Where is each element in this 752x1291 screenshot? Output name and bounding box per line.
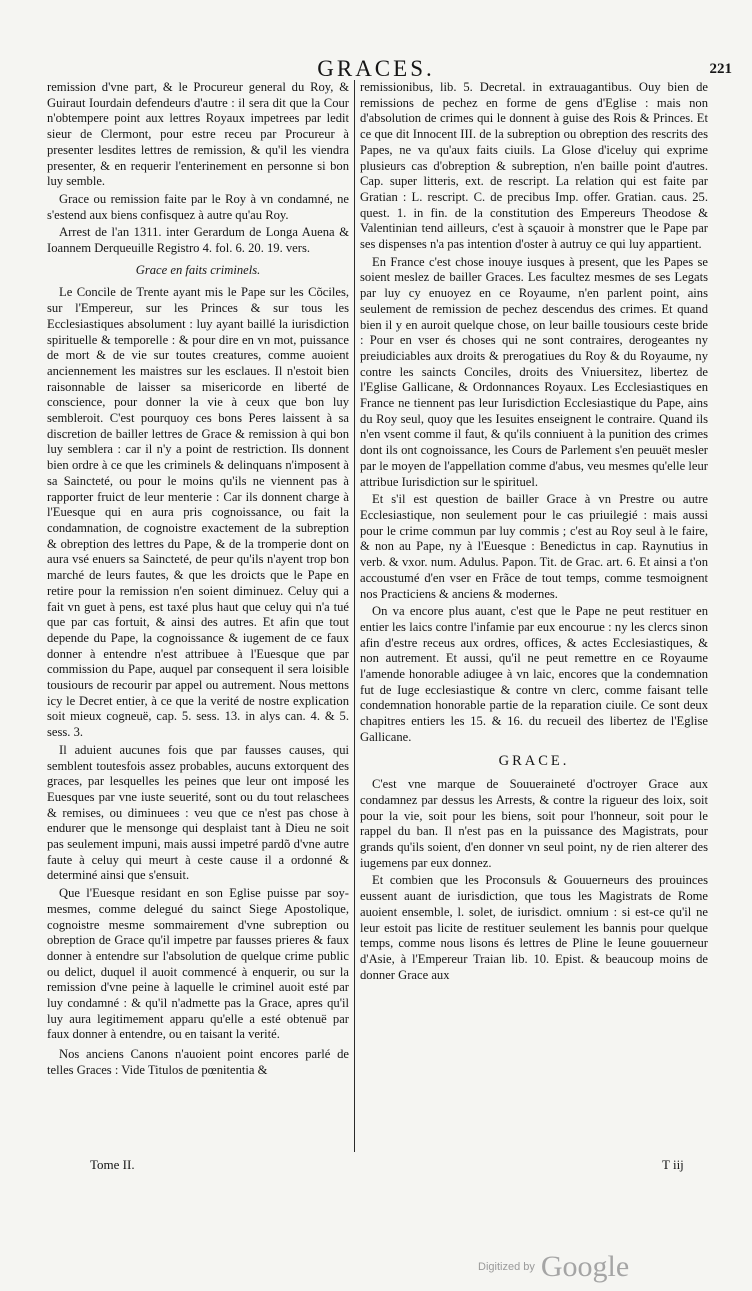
signature-mark: T iij bbox=[662, 1157, 684, 1172]
left-column bbox=[47, 80, 349, 1081]
paragraph: C'est vne marque de Souueraineté d'octroyer Grace aux condamnez par dessus les Arrests, & contre la rigueur des loix, soit pour la vie, soit pour les biens, soit pour l'honneur, soit pour le rappel du ban. Il n'est pas en la puissance des Magistrats, pour grands qu'ils soient, d'en donner vn seul point, ny de rien alterer des iugemens par eux donnez. bbox=[360, 777, 708, 870]
volume-label: Tome II. bbox=[90, 1157, 135, 1172]
paragraph: Il aduient aucunes fois que par fausses causes, qui semblent toutesfois assez probables, aucuns extorquent des graces, par lesquelles les peines que leur ont imposé les Euesques par vne iuste seuerité, sont ou du tout relaschees & remises, ou diminuees : veu que ce n'est pas chose à endurer que le mensonge qui desplaist tant à Dieu ne soit pas seulement impuni, mais aussi impetré pardõ d'vne autre faute à celuy qui meurt à ceste cause il a ordonné & determiné ainsi que s'ensuit. bbox=[47, 742, 349, 883]
paragraph: Et combien que les Proconsuls & Gouuerneurs des prouinces eussent auant de iurisdiction, que tous les Magistrats de Rome auoient ensemble, l. solet, de iurisdict. omnium : si est-ce qu'il ne leur estoit pas licite de restituer seulement les bannis pour quelque temps, comme nous lisons és lettres de Pline le Ieune gouuerneur d'Asie, à l'Empereur Traian lib. 10. Epist. & beaucoup moins de donner Grace aux bbox=[360, 873, 708, 982]
paragraph: On va encore plus auant, c'est que le Pape ne peut restituer en entier les laics contre l'infamie par eux encourue : ny les clercs sinon afin d'estre receus aux ordres, offices, & actes Ecclesiastiques, & non autrement. Et aussi, qu'il ne peut remettre en ce Royaume l'amende honorable adiugee à vn laic, encores que la condemnation fut de Iuge ecclesiastique & contre vn clerc, comme faisant telle condemnation honorable partie de la reparation ciuile. Ce sont deux chapitres entiers les 15. & 16. du recueil des libertez de l'Eglise Gallicane. bbox=[360, 604, 708, 744]
digitized-watermark bbox=[478, 1251, 629, 1283]
column-divider bbox=[354, 80, 355, 1152]
right-column bbox=[360, 80, 708, 985]
paragraph: Et s'il est question de bailler Grace à vn Prestre ou autre Ecclesiastique, non seulement pour le cas priuilegié : mais aussi pour le crime commun par luy commis ; c'est au Roy seul à le faire, & non au Pape, ny à l'Euesque : Benedictus in cap. Raynutius in verb. & vxor. num. Adulus. Papon. Tit. de Grac. art. 6. Et ainsi a t'on accoustumé d'en vser en Frãce de tout temps, comme tesmoignent nos Practiciens & anciens & modernes. bbox=[360, 492, 708, 601]
running-title: GRACES. bbox=[317, 56, 435, 81]
paragraph: Que l'Euesque residant en son Eglise puisse par soy-mesmes, comme delegué du sainct Siege Apostolique, cognoistre mesme sommairement d'vne subreption ou obreption de Grace qu'il impetre par fausses prieres & faux donner à entendre sur l'absolution de quelque crime public ou delict, duquel il auoit commencé à enquerir, ou sur la remission d'vne peine à laquelle le criminel auoit esté par luy condamné : & qu'il n'admette pas la Grace, apres qu'il luy aura legitimement apparu qu'elle a esté obtenuë par faux donner à entendre, ou en taisant la verité. bbox=[47, 886, 349, 1042]
paragraph: Arrest de l'an 1311. inter Gerardum de Longa Auena & Ioannem Derqueuille Registro 4. fol. 6. 20. 19. vers. bbox=[47, 225, 349, 256]
paragraph: remission d'vne part, & le Procureur general du Roy, & Guiraut Iourdain defendeurs d'autre : il sera dit que la Cour n'obtempere point aux lettres Royaux impetrees par ledit sieur de Clermont, pour estre receu par Procureur à presenter lesdites lettres de remission, & qu'il les viendra presenter, & en requerir l'enterinement en personne si bon luy semble. bbox=[47, 80, 349, 189]
paragraph: Le Concile de Trente ayant mis le Pape sur les Cõciles, sur l'Empereur, sur les Princes & sur tous les Ecclesiastiques absolument : luy ayant baillé la iurisdiction spirituelle & temporelle : & pour dire en vn mot, puissance de mort & de vie sur toutes creatures, comme auoient anciennement les maistres sur les esclaues. Il n'estoit bien raisonnable de laisser sa misericorde en liberté de conscience, pour donner la vie à ceux que bon luy sembleroit. C'est pourquoy ces bons Peres laissent à sa discretion de bailler lettres de Grace & remission à qui bon luy semblera : car il n'y a point de restriction. Ils donnent bien ordre à ce que les criminels & delinquans n'imposent à sa Saincteté, ou pour le moins qu'ils ne viennent pas à rapporter fruict de leur menterie : Car ils donnent charge à l'Euesque qui en aura pris cognoissance, ou fait la condamnation, de cognoistre exactement de la subreption & obreption des lettres du Pape, & de la tromperie dont on aura vsé enuers sa Saincteté, de peur qu'ils n'ayent trop bon marché de leurs fautes, & que les droicts que le Pape en retire pour la remission n'en soient diminuez. Celuy qui a fait vn guet à pens, est taxé plus haut que celuy qui n'a tué que par cas fortuit, & ainsi des autres. Et afin que tout depende du Pape, la cognoissance & iugement de ce faux donner à entendre n'est attribuee à l'Euesque que par commission du Pape, auquel par consequent il sera loisible tousiours de recourir par appel ou autrement. Nous mettons icy le Decret entier, à ce que la verité de nostre explication soit mieux cogneuë, cap. 5. sess. 13. in alys can. 4. & 5. sess. 3. bbox=[47, 285, 349, 740]
paragraph: En France c'est chose inouye iusques à present, que les Papes se soient meslez de bailler Graces. Les facultez mesmes de ses Legats par luy cy enuoyez en ce Royaume, n'en parlent point, ains seulement de remission de pechez descendus des crimes. Et quand bien il y en auroit quelque chose, on leur baille tousiours ceste bride : Pour en vser és choses qui ne sont contraires, derogeantes ny preiudiciables aux droits & prerogatiues du Roy & du Royaume, ny contre les saincts Conciles, droits des Vniuersitez, libertez de l'Eglise Gallicane, & Ordonnances Royaux. Les Ecclesiastiques en France ne tiennent pas leur Iurisdiction Ecclesiastique du Pape, ains du Roy seul, quoy que les Iesuites enseignent le contraire. Quand ils n'en vsent comme il faut, & qu'ils conniuent à la punition des crimes dont ils ont cognoissance, les Cours de Parlement s'en peuuët mesler par le moyen de l'appellation comme d'abus, veu mesmes qu'elle leur attribue Iurisdiction sur le spirituel. bbox=[360, 254, 708, 489]
section-heading: Grace en faits criminels. bbox=[135, 262, 261, 277]
paragraph: Grace ou remission faite par le Roy à vn condamné, ne s'estend aux biens confisquez à autre qu'au Roy. bbox=[47, 191, 349, 222]
section-heading: GRACE. bbox=[498, 752, 570, 769]
digitized-by-label: Digitized by bbox=[478, 1261, 535, 1273]
paragraph: Nos anciens Canons n'auoient point encores parlé de telles Graces : Vide Titulos de pœnitentia & bbox=[47, 1047, 349, 1077]
google-logo: Google bbox=[540, 1250, 630, 1283]
paragraph: remissionibus, lib. 5. Decretal. in extrauagantibus. Ouy bien de remissions de pechez en forme de gens d'Eglise : mais non d'absolution de crimes qui le donnent à guise des Rois & Princes. Et ce que dit Innocent III. de la subreption ou obreption des rescrits des Papes, ne va qu'aux faits ciuils. La Glose d'iceluy qui exprime plusieurs cas d'obreption & subreption, n'en baille point d'autres. Cap. super litteris, ext. de rescript. La relation qui est faite par Gratian : L. rescript. C. de precibus Imp. offer. Gratian. caus. 25. quest. 1. in fin. de la constitution des Empereurs Theodose & Valentinian tend ailleurs, c'est à sçauoir à monstrer que le Pape par ses dispenses n'a pas intention d'oster à autruy ce qui luy appartient. bbox=[360, 80, 708, 252]
page-number: 221 bbox=[709, 61, 732, 77]
